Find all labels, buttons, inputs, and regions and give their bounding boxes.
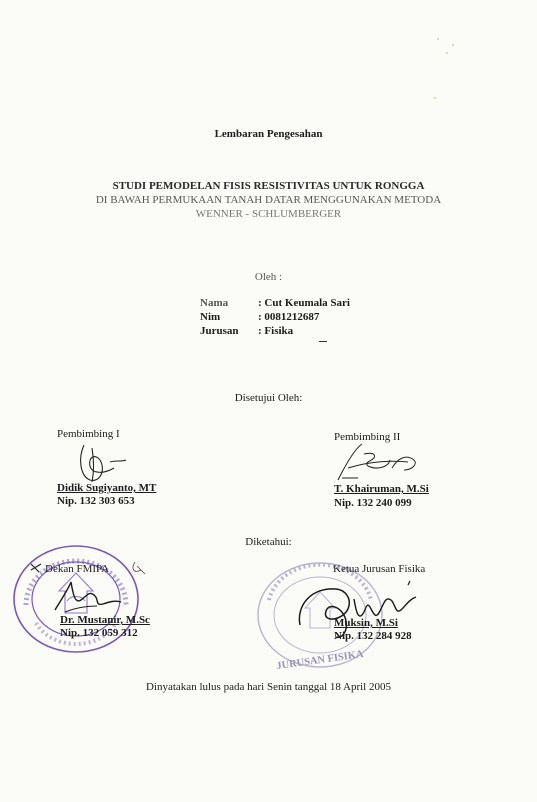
student-nim-row: [200, 311, 400, 325]
dean-name: Dr. Mustanir, M.Sc: [60, 614, 150, 626]
dept-label: Jurusan: [200, 325, 239, 337]
supervisor2-signature: [328, 440, 423, 485]
dash-mark: [319, 341, 327, 342]
graduation-statement: Dinyatakan lulus pada hari Senin tanggal 18 April 2005: [145, 681, 391, 693]
head-role: Ketua Jurusan Fisika: [333, 563, 426, 575]
supervisor2-name: T. Khairuman, M.Si: [334, 483, 429, 495]
dept-value: : Fisika: [258, 325, 294, 337]
nim-value: : 0081212687: [258, 311, 320, 323]
supervisor2-nip: Nip. 132 240 099: [334, 497, 412, 509]
thesis-title-line-3: WENNER - SCHLUMBERGER: [195, 208, 342, 220]
student-dept-row: [200, 325, 400, 339]
dean-nip: Nip. 132 059 312: [60, 627, 138, 639]
document-heading: Lembaran Pengesahan: [214, 128, 323, 140]
thesis-title-line-2: DI BAWAH PERMUKAAN TANAH DATAR MENGGUNAKAN METODA: [95, 194, 442, 206]
by-label: Oleh :: [254, 271, 283, 283]
dean-role: Dekan FMIPA: [45, 563, 110, 575]
name-value: : Cut Keumala Sari: [258, 297, 350, 309]
head-nip: Nip. 132 284 928: [334, 630, 412, 642]
supervisor1-signature: [70, 440, 130, 485]
approved-label: Disetujui Oleh:: [234, 392, 303, 404]
dean-signature: [25, 560, 155, 620]
supervisor1-role: Pembimbing I: [57, 428, 120, 440]
name-label: Nama: [200, 297, 229, 309]
thesis-title-line-1: STUDI PEMODELAN FISIS RESISTIVITAS UNTUK RONGGA: [112, 180, 425, 192]
supervisor1-name: Didik Sugiyanto, MT: [57, 482, 157, 494]
student-name-row: [200, 297, 400, 311]
department-stamp-text: JURUSAN FISIKA: [275, 648, 365, 673]
supervisor1-nip: Nip. 132 303 653: [57, 495, 135, 507]
nim-label: Nim: [200, 311, 221, 323]
supervisor2-role: Pembimbing II: [334, 431, 401, 443]
acknowledged-label: Diketahui:: [245, 536, 292, 548]
head-name: Muksin, M.Si: [334, 617, 398, 629]
